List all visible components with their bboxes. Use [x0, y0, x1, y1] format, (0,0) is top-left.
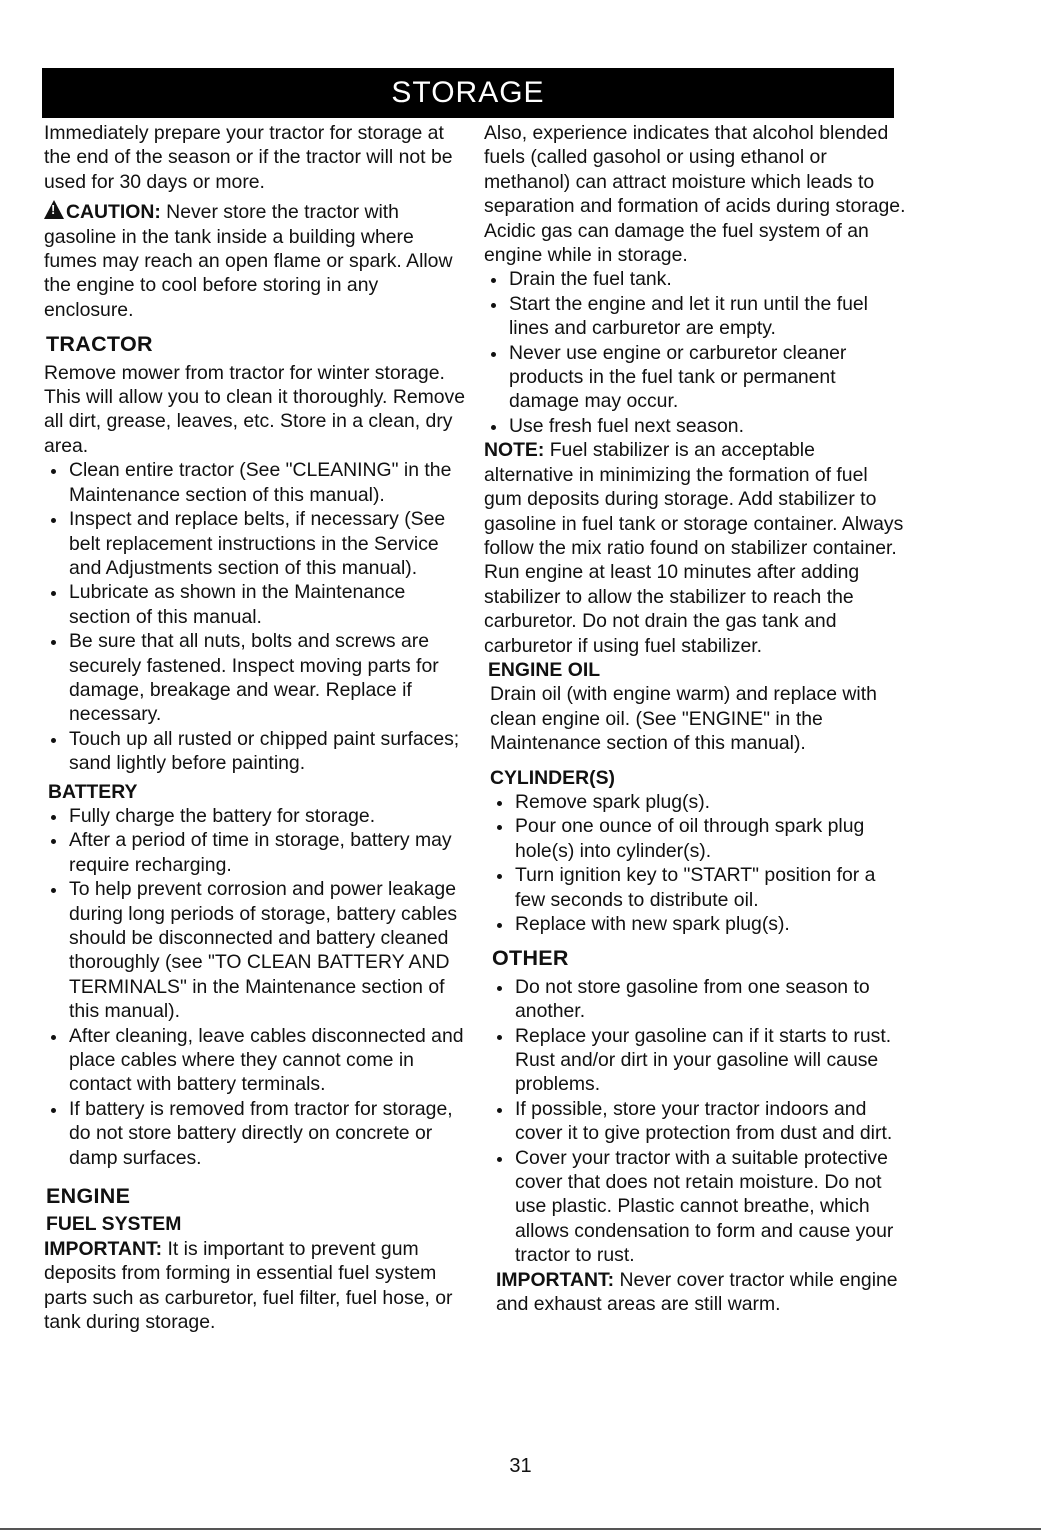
list-item: Replace with new spark plug(s).	[490, 912, 908, 936]
list-item: Remove spark plug(s).	[490, 790, 908, 814]
engine-heading: ENGINE	[46, 1184, 131, 1209]
section-title: STORAGE	[391, 76, 545, 109]
important-text: Never cover tractor while engine and exhaust areas are still warm.	[496, 1268, 898, 1316]
fuel-important-paragraph	[44, 1237, 468, 1335]
battery-list	[44, 804, 468, 1170]
note-label: NOTE:	[484, 439, 545, 462]
list-item: Do not store gasoline from one season to another.	[490, 975, 908, 1024]
list-item: Be sure that all nuts, bolts and screws are securely fastened. Inspect moving parts for damage, breakage and wear. Replace if necessary.	[44, 629, 468, 727]
caution-paragraph	[44, 200, 468, 322]
list-item: Replace your gasoline can if it starts to rust. Rust and/or dirt in your gasoline will cause problems.	[490, 1024, 908, 1097]
list-item: After cleaning, leave cables disconnected and place cables where they cannot come in contact with battery terminals.	[44, 1024, 468, 1097]
engine-oil-heading: ENGINE OIL	[488, 658, 601, 681]
list-item: To help prevent corrosion and power leakage during long periods of storage, battery cables should be disconnected and battery cleaned thoroughly (see "TO CLEAN BATTERY AND TERMINALS" in the Maintenance section of this manual).	[44, 877, 468, 1023]
section-title-banner	[42, 68, 894, 118]
list-item: Cover your tractor with a suitable protective cover that does not retain moisture. Do not use plastic. Plastic cannot breathe, which allows condensation to form and cause your tractor to rust.	[490, 1146, 908, 1268]
list-item: If battery is removed from tractor for storage, do not store battery directly on concrete or damp surfaces.	[44, 1097, 468, 1170]
right-column	[484, 121, 908, 1317]
left-column	[44, 121, 468, 1335]
caution-text: Never store the tractor with gasoline in the tank inside a building where fumes may reach an open flame or spark. Allow the engine to cool before storing in any enclosure.	[44, 201, 453, 321]
fuel-list	[484, 267, 908, 438]
tractor-paragraph: Remove mower from tractor for winter storage. This will allow you to clean it thoroughly. Remove all dirt, grease, leaves, etc. Store in a clean, dry area.	[44, 361, 466, 457]
list-item: After a period of time in storage, battery may require recharging.	[44, 828, 468, 877]
list-item: Drain the fuel tank.	[484, 267, 908, 291]
list-item: Fully charge the battery for storage.	[44, 804, 468, 828]
warning-triangle-icon: !	[44, 200, 64, 219]
important-label: IMPORTANT:	[44, 1237, 163, 1260]
list-item: Start the engine and let it run until the fuel lines and carburetor are empty.	[484, 292, 908, 341]
caution-label: CAUTION:	[66, 201, 161, 224]
bottom-rule	[0, 1528, 1041, 1530]
other-list	[484, 975, 908, 1268]
list-item: Use fresh fuel next season.	[484, 414, 908, 438]
cylinders-heading: CYLINDER(S)	[490, 766, 615, 789]
fuel-system-heading: FUEL SYSTEM	[46, 1213, 182, 1236]
list-item: Lubricate as shown in the Maintenance section of this manual.	[44, 580, 468, 629]
list-item: Inspect and replace belts, if necessary (See belt replacement instructions in the Service and Adjustments section of this manual).	[44, 507, 468, 580]
list-item: Never use engine or carburetor cleaner products in the fuel tank or permanent damage may occur.	[484, 341, 908, 414]
cylinders-list	[484, 790, 908, 936]
note-paragraph	[484, 438, 908, 658]
list-item: Turn ignition key to "START" position for a few seconds to distribute oil.	[490, 863, 908, 912]
page-number: 31	[509, 1455, 532, 1477]
important-text: It is important to prevent gum deposits from forming in essential fuel system parts such as carburetor, fuel filter, fuel hose, or tank during storage.	[44, 1237, 453, 1334]
engine-oil-paragraph: Drain oil (with engine warm) and replace with clean engine oil. (See "ENGINE" in the Maintenance section of this manual).	[490, 683, 877, 755]
other-important-paragraph	[484, 1268, 908, 1317]
important-label: IMPORTANT:	[496, 1268, 615, 1291]
list-item: Clean entire tractor (See "CLEANING" in the Maintenance section of this manual).	[44, 458, 468, 507]
tractor-heading: TRACTOR	[46, 332, 153, 357]
list-item: Pour one ounce of oil through spark plug hole(s) into cylinder(s).	[490, 814, 908, 863]
alcohol-fuels-paragraph: Also, experience indicates that alcohol blended fuels (called gasohol or using ethanol or methanol) can attract moisture which leads to separation and formation of acids during storage. Acidic gas can damage the fuel system of an engine while in storage.	[484, 122, 906, 267]
intro-paragraph: Immediately prepare your tractor for storage at the end of the season or if the tractor will not be used for 30 days or more.	[44, 122, 453, 193]
list-item: If possible, store your tractor indoors and cover it to give protection from dust and dirt.	[490, 1097, 908, 1146]
other-heading: OTHER	[492, 946, 569, 971]
battery-heading: BATTERY	[48, 780, 138, 803]
note-text: Fuel stabilizer is an acceptable alternative in minimizing the formation of fuel gum deposits during storage. Add stabilizer to gasoline in fuel tank or storage container. Always follow the mix ratio found on stabilizer container. Run engine at least 10 minutes after adding stabilizer to allow the stabilizer to reach the carburetor. Do not drain the gas tank and carburetor if using fuel stabilizer.	[484, 439, 904, 657]
tractor-list	[44, 458, 468, 775]
list-item: Touch up all rusted or chipped paint surfaces; sand lightly before painting.	[44, 727, 468, 776]
